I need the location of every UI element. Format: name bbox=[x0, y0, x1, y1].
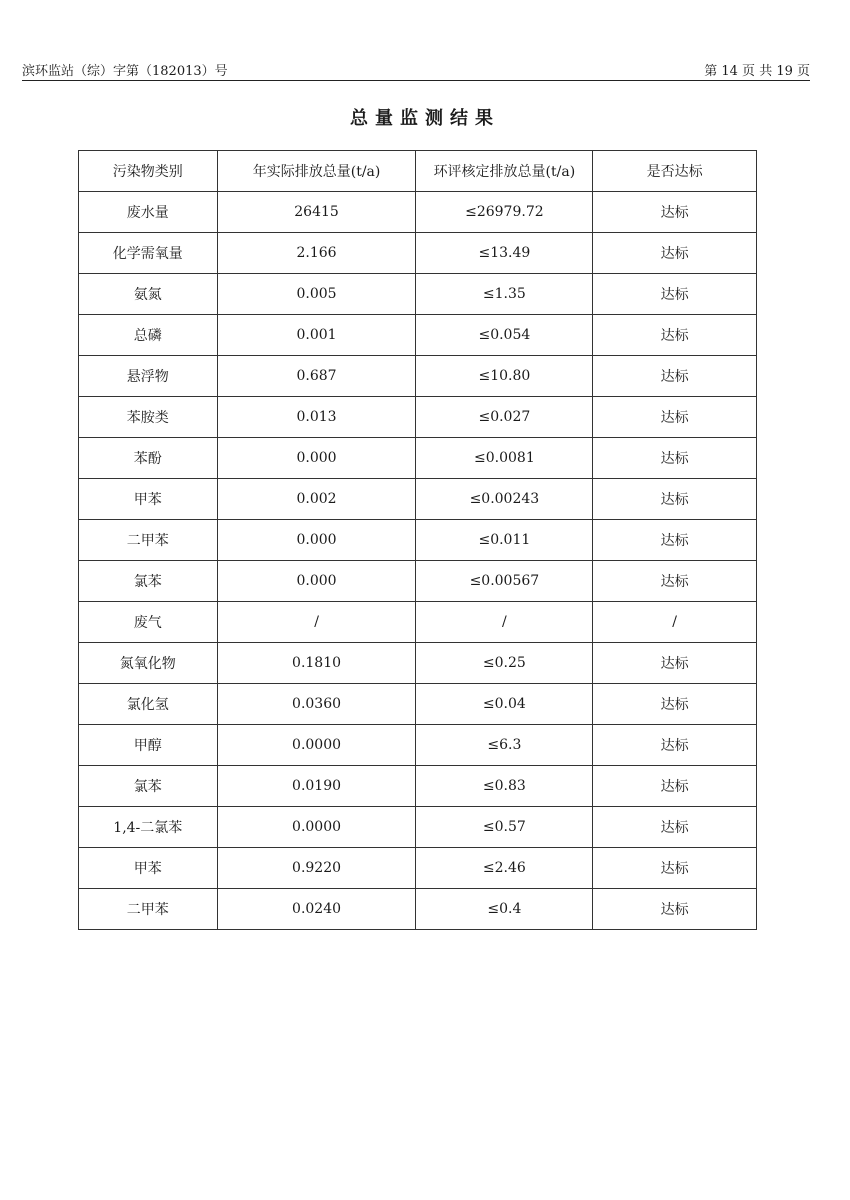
approved-emission-cell: ≤0.011 bbox=[416, 520, 593, 561]
table-row bbox=[79, 520, 757, 561]
pollutant-cell: 氮氧化物 bbox=[79, 643, 218, 684]
compliance-cell: 达标 bbox=[593, 438, 757, 479]
table-row bbox=[79, 561, 757, 602]
actual-emission-cell: 0.0190 bbox=[217, 766, 416, 807]
pollutant-cell: 悬浮物 bbox=[79, 356, 218, 397]
pollutant-cell: 甲醇 bbox=[79, 725, 218, 766]
compliance-cell: 达标 bbox=[593, 315, 757, 356]
approved-emission-cell: ≤0.4 bbox=[416, 889, 593, 930]
compliance-cell: 达标 bbox=[593, 807, 757, 848]
actual-emission-cell: 0.687 bbox=[217, 356, 416, 397]
actual-emission-cell: / bbox=[217, 602, 416, 643]
pollutant-cell: 氯化氢 bbox=[79, 684, 218, 725]
compliance-cell: 达标 bbox=[593, 684, 757, 725]
compliance-cell: 达标 bbox=[593, 397, 757, 438]
pollutant-cell: 总磷 bbox=[79, 315, 218, 356]
pollutant-cell: 二甲苯 bbox=[79, 520, 218, 561]
compliance-cell: 达标 bbox=[593, 192, 757, 233]
approved-emission-cell: ≤10.80 bbox=[416, 356, 593, 397]
table-row bbox=[79, 479, 757, 520]
approved-emission-cell: ≤13.49 bbox=[416, 233, 593, 274]
column-header-actual-emission: 年实际排放总量(t/a) bbox=[217, 151, 416, 192]
approved-emission-cell: ≤26979.72 bbox=[416, 192, 593, 233]
compliance-cell: 达标 bbox=[593, 889, 757, 930]
column-header-compliance: 是否达标 bbox=[593, 151, 757, 192]
actual-emission-cell: 0.0360 bbox=[217, 684, 416, 725]
compliance-cell: 达标 bbox=[593, 725, 757, 766]
actual-emission-cell: 0.002 bbox=[217, 479, 416, 520]
pollutant-cell: 废气 bbox=[79, 602, 218, 643]
pollutant-cell: 甲苯 bbox=[79, 479, 218, 520]
approved-emission-cell: ≤0.25 bbox=[416, 643, 593, 684]
actual-emission-cell: 0.000 bbox=[217, 520, 416, 561]
table-row bbox=[79, 643, 757, 684]
compliance-cell: 达标 bbox=[593, 233, 757, 274]
pollutant-cell: 1,4-二氯苯 bbox=[79, 807, 218, 848]
column-header-pollutant: 污染物类别 bbox=[79, 151, 218, 192]
pollutant-cell: 化学需氧量 bbox=[79, 233, 218, 274]
compliance-cell: 达标 bbox=[593, 848, 757, 889]
compliance-cell: 达标 bbox=[593, 274, 757, 315]
actual-emission-cell: 0.1810 bbox=[217, 643, 416, 684]
compliance-cell: 达标 bbox=[593, 643, 757, 684]
table-row bbox=[79, 602, 757, 643]
table-row bbox=[79, 356, 757, 397]
actual-emission-cell: 26415 bbox=[217, 192, 416, 233]
approved-emission-cell: ≤0.0081 bbox=[416, 438, 593, 479]
table-row bbox=[79, 274, 757, 315]
approved-emission-cell: ≤0.00567 bbox=[416, 561, 593, 602]
compliance-cell: 达标 bbox=[593, 561, 757, 602]
page-header bbox=[22, 58, 810, 81]
table-row bbox=[79, 766, 757, 807]
actual-emission-cell: 0.001 bbox=[217, 315, 416, 356]
compliance-cell: 达标 bbox=[593, 520, 757, 561]
compliance-cell: / bbox=[593, 602, 757, 643]
pollutant-cell: 苯胺类 bbox=[79, 397, 218, 438]
pollutant-cell: 氯苯 bbox=[79, 561, 218, 602]
approved-emission-cell: ≤0.027 bbox=[416, 397, 593, 438]
actual-emission-cell: 0.9220 bbox=[217, 848, 416, 889]
column-header-approved-emission: 环评核定排放总量(t/a) bbox=[416, 151, 593, 192]
table-row bbox=[79, 192, 757, 233]
approved-emission-cell: / bbox=[416, 602, 593, 643]
pollutant-cell: 氨氮 bbox=[79, 274, 218, 315]
table-body bbox=[79, 192, 757, 930]
document-number: 滨环监站（综）字第（182013）号 bbox=[22, 64, 228, 79]
compliance-cell: 达标 bbox=[593, 356, 757, 397]
actual-emission-cell: 0.013 bbox=[217, 397, 416, 438]
actual-emission-cell: 2.166 bbox=[217, 233, 416, 274]
table-row bbox=[79, 684, 757, 725]
actual-emission-cell: 0.000 bbox=[217, 438, 416, 479]
page-title: 总量监测结果 bbox=[350, 108, 500, 129]
compliance-cell: 达标 bbox=[593, 766, 757, 807]
approved-emission-cell: ≤6.3 bbox=[416, 725, 593, 766]
actual-emission-cell: 0.0240 bbox=[217, 889, 416, 930]
actual-emission-cell: 0.000 bbox=[217, 561, 416, 602]
actual-emission-cell: 0.0000 bbox=[217, 725, 416, 766]
table-row bbox=[79, 315, 757, 356]
table-row bbox=[79, 889, 757, 930]
pollutant-cell: 废水量 bbox=[79, 192, 218, 233]
approved-emission-cell: ≤0.57 bbox=[416, 807, 593, 848]
approved-emission-cell: ≤0.00243 bbox=[416, 479, 593, 520]
approved-emission-cell: ≤0.04 bbox=[416, 684, 593, 725]
compliance-cell: 达标 bbox=[593, 479, 757, 520]
pollutant-cell: 甲苯 bbox=[79, 848, 218, 889]
actual-emission-cell: 0.0000 bbox=[217, 807, 416, 848]
pollutant-cell: 二甲苯 bbox=[79, 889, 218, 930]
approved-emission-cell: ≤2.46 bbox=[416, 848, 593, 889]
table-row bbox=[79, 438, 757, 479]
table-row bbox=[79, 807, 757, 848]
approved-emission-cell: ≤0.054 bbox=[416, 315, 593, 356]
pollutant-cell: 苯酚 bbox=[79, 438, 218, 479]
actual-emission-cell: 0.005 bbox=[217, 274, 416, 315]
table-row bbox=[79, 397, 757, 438]
table-row bbox=[79, 848, 757, 889]
approved-emission-cell: ≤1.35 bbox=[416, 274, 593, 315]
approved-emission-cell: ≤0.83 bbox=[416, 766, 593, 807]
table-row bbox=[79, 233, 757, 274]
table-header-row bbox=[79, 151, 757, 192]
pollutant-cell: 氯苯 bbox=[79, 766, 218, 807]
results-table bbox=[78, 150, 757, 930]
table-row bbox=[79, 725, 757, 766]
page-number: 第 14 页 共 19 页 bbox=[704, 64, 810, 79]
